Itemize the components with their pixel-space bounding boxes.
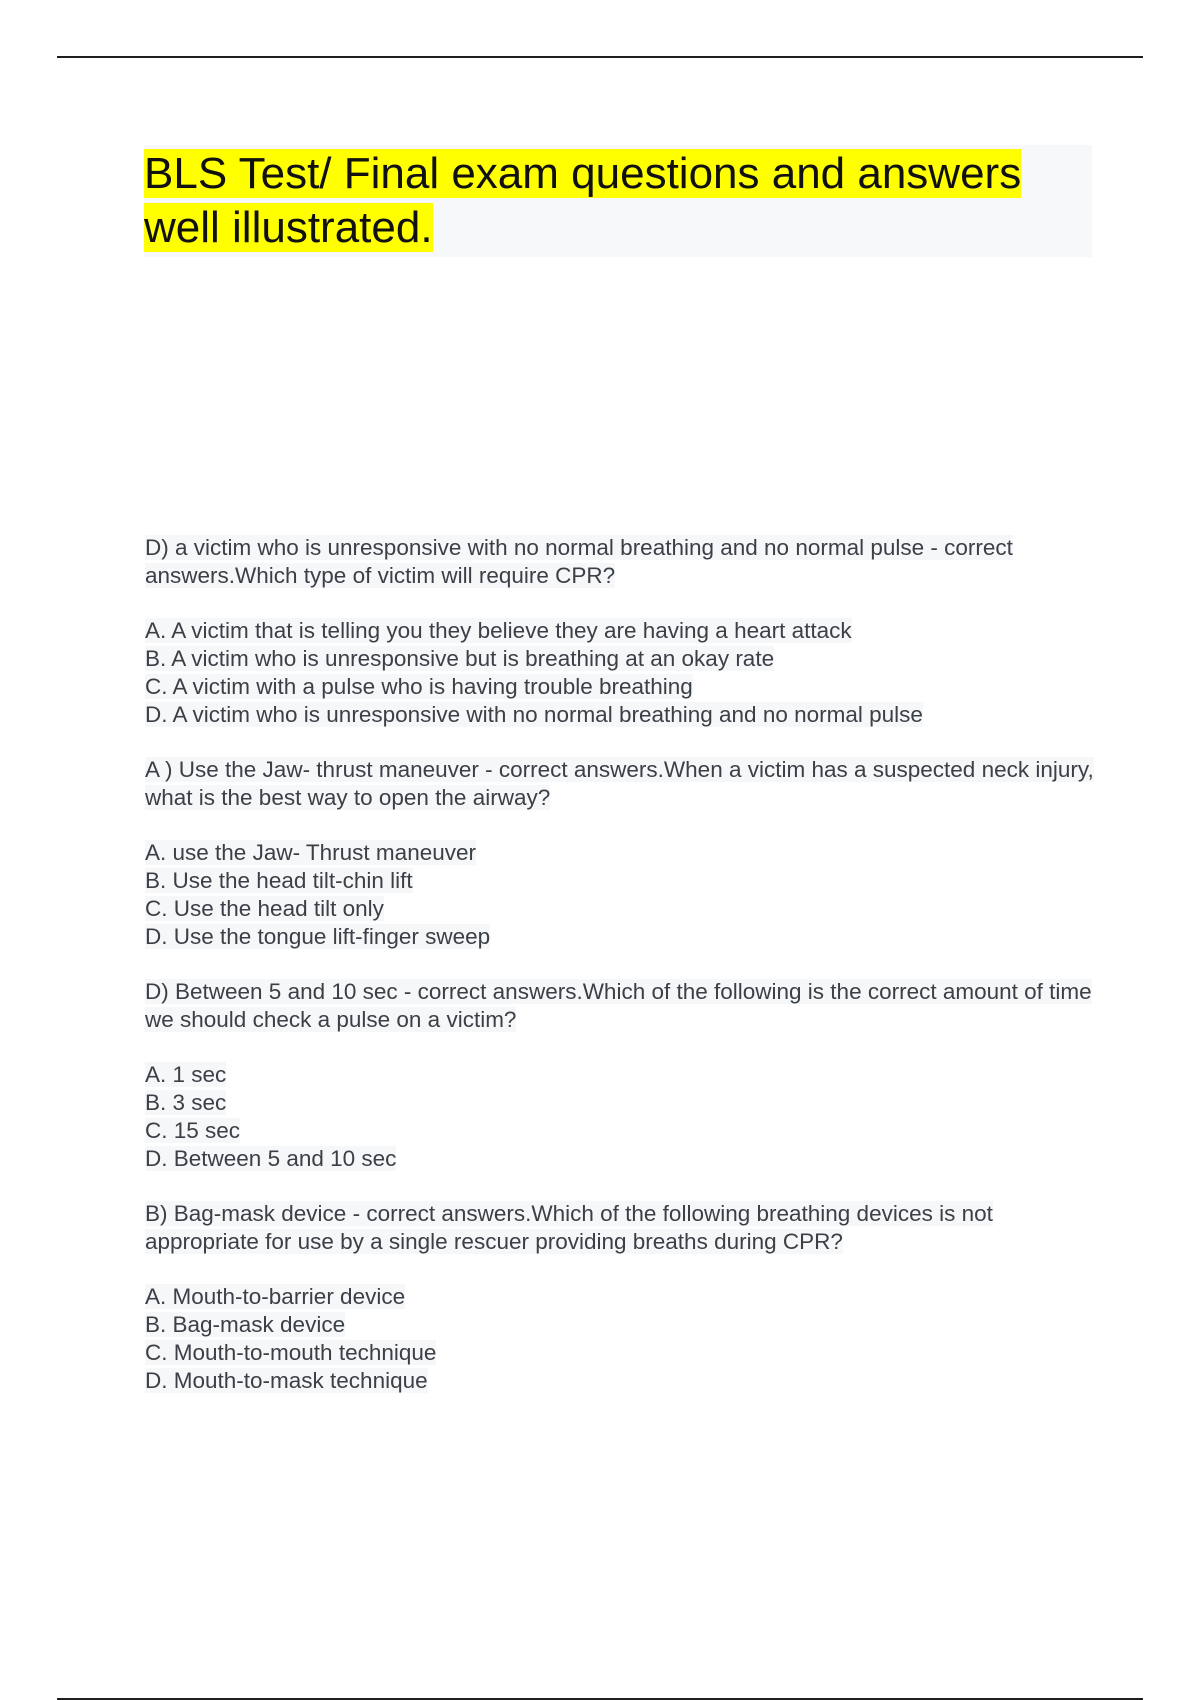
- title-block: [144, 145, 1092, 257]
- option-3c: [145, 1117, 1095, 1145]
- top-rule: [57, 56, 1143, 58]
- question-3-text: D) Between 5 and 10 sec - correct answers.Which of the following is the correct amount of time we should check a pulse on a victim?: [145, 979, 1092, 1032]
- option-2a: [145, 839, 1095, 867]
- option-4c-text: C. Mouth-to-mouth technique: [145, 1340, 437, 1365]
- option-3b-text: B. 3 sec: [145, 1090, 227, 1115]
- question-1-text: D) a victim who is unresponsive with no normal breathing and no normal pulse - correct answers.Which type of victim will require CPR?: [145, 535, 1013, 588]
- option-4b: [145, 1311, 1095, 1339]
- qa-item-1: [145, 534, 1095, 729]
- options-4: [145, 1283, 1095, 1395]
- question-1: [145, 534, 1095, 590]
- option-3d: [145, 1145, 1095, 1173]
- option-4d: [145, 1367, 1095, 1395]
- question-2-text: A ) Use the Jaw- thrust maneuver - correct answers.When a victim has a suspected neck injury, what is the best way to open the airway?: [145, 757, 1094, 810]
- option-3a: [145, 1061, 1095, 1089]
- document-title: [144, 145, 1092, 255]
- qa-item-3: [145, 978, 1095, 1173]
- question-2: [145, 756, 1095, 812]
- option-1d: [145, 701, 1095, 729]
- option-4a: [145, 1283, 1095, 1311]
- question-4-text: B) Bag-mask device - correct answers.Which of the following breathing devices is not appropriate for use by a single rescuer providing breaths during CPR?: [145, 1201, 993, 1254]
- qa-item-4: [145, 1200, 1095, 1395]
- qa-item-2: [145, 756, 1095, 951]
- document-title-text: BLS Test/ Final exam questions and answers well illustrated.: [144, 149, 1022, 252]
- option-2d-text: D. Use the tongue lift-finger sweep: [145, 924, 491, 949]
- option-2a-text: A. use the Jaw- Thrust maneuver: [145, 840, 476, 865]
- option-2b: [145, 867, 1095, 895]
- option-1a-text: A. A victim that is telling you they believe they are having a heart attack: [145, 618, 852, 643]
- option-2c-text: C. Use the head tilt only: [145, 896, 384, 921]
- option-4d-text: D. Mouth-to-mask technique: [145, 1368, 428, 1393]
- option-1b-text: B. A victim who is unresponsive but is breathing at an okay rate: [145, 646, 775, 671]
- options-3: [145, 1061, 1095, 1173]
- options-1: [145, 617, 1095, 729]
- option-1d-text: D. A victim who is unresponsive with no normal breathing and no normal pulse: [145, 702, 923, 727]
- option-3a-text: A. 1 sec: [145, 1062, 227, 1087]
- option-4b-text: B. Bag-mask device: [145, 1312, 346, 1337]
- option-3b: [145, 1089, 1095, 1117]
- option-4a-text: A. Mouth-to-barrier device: [145, 1284, 406, 1309]
- option-1a: [145, 617, 1095, 645]
- question-3: [145, 978, 1095, 1034]
- option-2b-text: B. Use the head tilt-chin lift: [145, 868, 413, 893]
- option-1c: [145, 673, 1095, 701]
- option-3d-text: D. Between 5 and 10 sec: [145, 1146, 397, 1171]
- option-4c: [145, 1339, 1095, 1367]
- option-1c-text: C. A victim with a pulse who is having trouble breathing: [145, 674, 693, 699]
- option-3c-text: C. 15 sec: [145, 1118, 241, 1143]
- option-1b: [145, 645, 1095, 673]
- question-4: [145, 1200, 1095, 1256]
- option-2d: [145, 923, 1095, 951]
- options-2: [145, 839, 1095, 951]
- qa-content: [145, 534, 1095, 1422]
- option-2c: [145, 895, 1095, 923]
